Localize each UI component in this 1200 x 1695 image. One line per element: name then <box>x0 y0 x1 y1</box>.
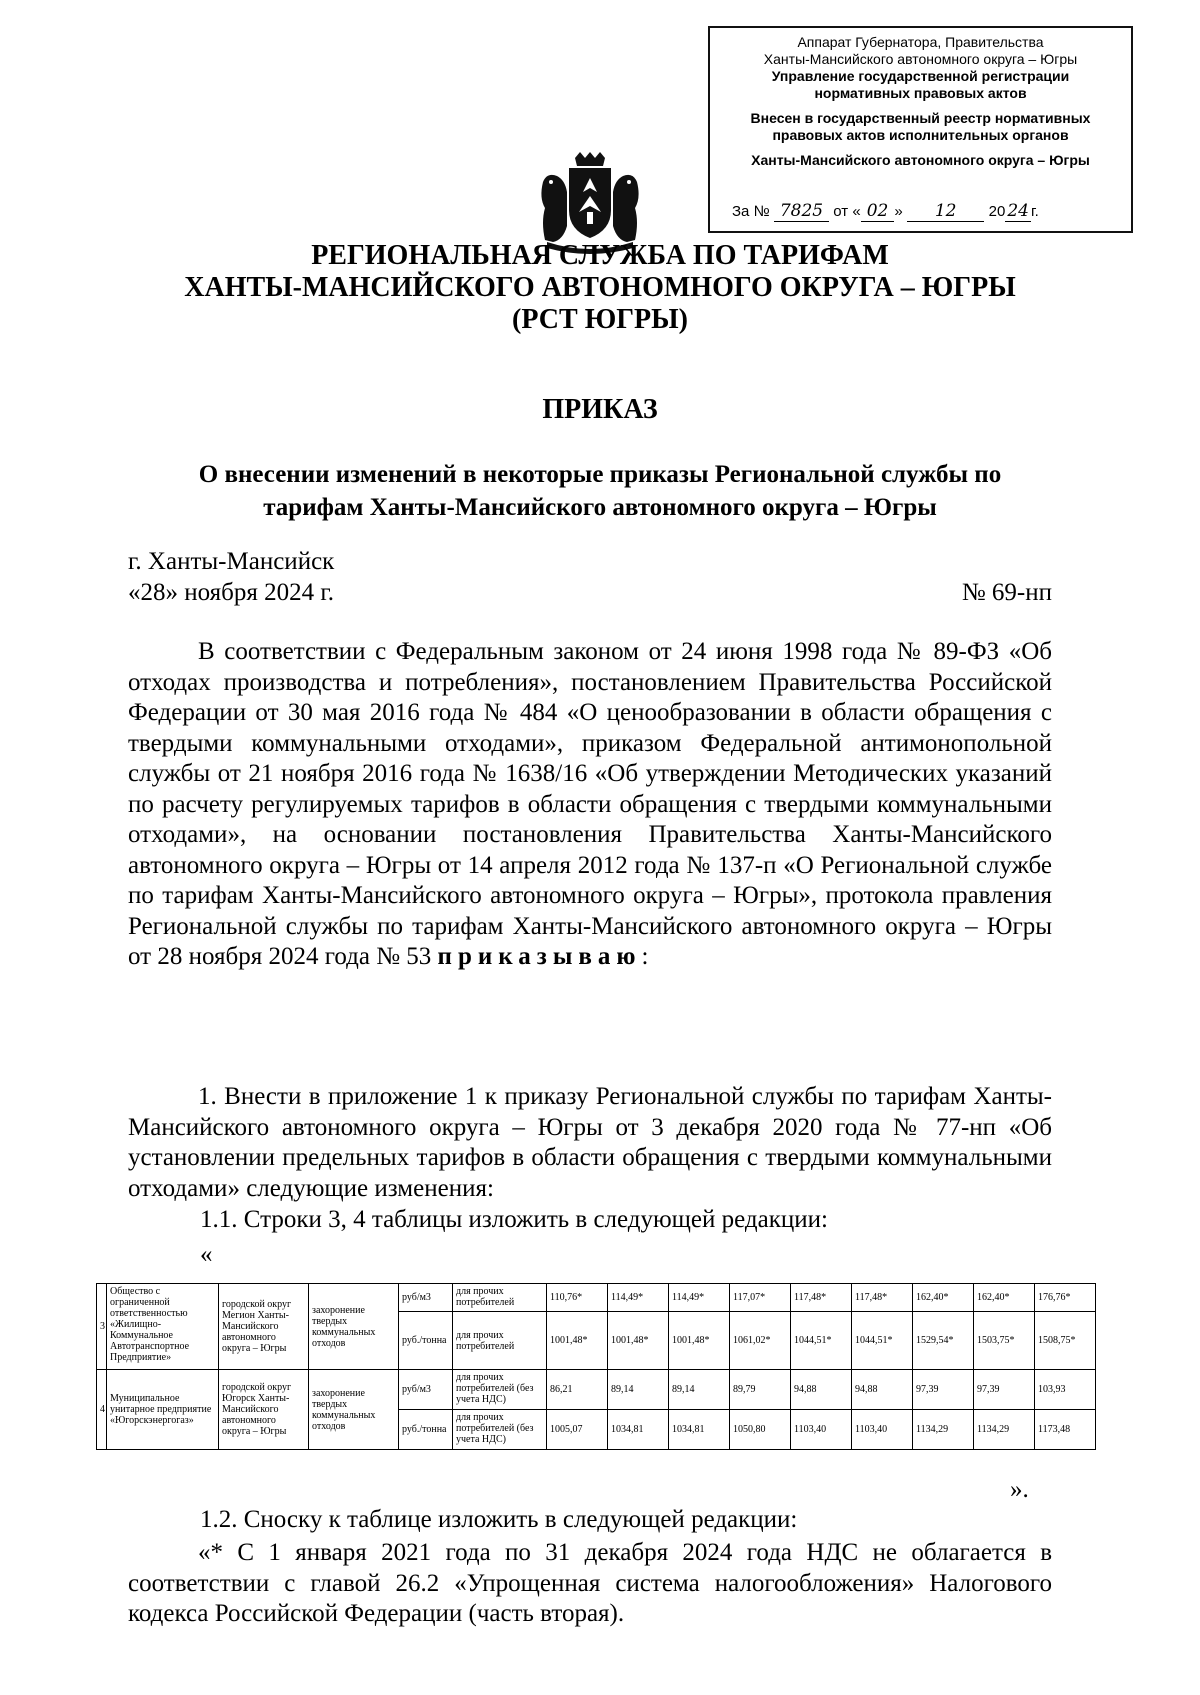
tariff-value: 1001,48* <box>608 1312 669 1370</box>
subject-line: О внесении изменений в некоторые приказы Региональной службы по <box>198 461 1002 488</box>
table-row <box>97 1370 1096 1410</box>
tariff-value: 114,49* <box>669 1284 730 1312</box>
reg-suffix: г. <box>1030 203 1039 220</box>
item-1-text: 1. Внести в приложение 1 к приказу Региональной службы по тарифам Ханты-Мансийского автономного округа – Югры от 3 декабря 2020 года № 77-нп «Об установлении предельных тарифов в области обращения с твердыми коммунальными отходами» следующие изменения: <box>128 1083 1052 1202</box>
document-city: г. Ханты-Мансийск <box>128 548 335 575</box>
unit-cell: руб./тонна <box>399 1312 453 1370</box>
tariff-value: 117,07* <box>730 1284 791 1312</box>
unit-cell: руб./тонна <box>399 1410 453 1450</box>
tariff-value: 162,40* <box>913 1284 974 1312</box>
tariff-value: 1044,51* <box>791 1312 852 1370</box>
tariff-value: 97,39 <box>974 1370 1035 1410</box>
organization-name-line-3: (РСТ ЮГРЫ) <box>512 304 688 335</box>
tariff-value: 1134,29 <box>913 1410 974 1450</box>
item-1-2-text: 1.2. Сноску к таблице изложить в следующей редакции: <box>200 1506 798 1533</box>
stamp-line: Внесен в государственный реестр нормативных <box>750 110 1091 126</box>
document-date: «28» ноября 2024 г. <box>128 579 335 606</box>
tariff-value: 89,14 <box>669 1370 730 1410</box>
tariff-value: 1173,48 <box>1035 1410 1096 1450</box>
preamble-paragraph <box>128 637 1052 973</box>
tariff-value: 117,48* <box>791 1284 852 1312</box>
reg-number: 7825 <box>774 201 829 222</box>
tariff-value: 89,14 <box>608 1370 669 1410</box>
organization-name-line-1: РЕГИОНАЛЬНАЯ СЛУЖБА ПО ТАРИФАМ <box>311 240 889 271</box>
reg-from: от « <box>833 203 861 220</box>
tariff-value: 1001,48* <box>547 1312 608 1370</box>
reg-year-prefix: 20 <box>988 203 1006 220</box>
consumer-cell: для прочих потребителей (без учета НДС) <box>453 1410 547 1450</box>
tariff-value: 1134,29 <box>974 1410 1035 1450</box>
tariff-value: 1529,54* <box>913 1312 974 1370</box>
document-subject <box>80 458 1120 524</box>
tariff-value: 97,39 <box>913 1370 974 1410</box>
tariff-value: 89,79 <box>730 1370 791 1410</box>
order-colon: : <box>641 943 649 970</box>
tariff-value: 1103,40 <box>791 1410 852 1450</box>
activity-cell: захоронение твердых коммунальных отходов <box>309 1370 399 1450</box>
row-number: 4 <box>97 1370 107 1450</box>
stamp-line: Ханты-Мансийского автономного округа – Югры <box>751 152 1090 168</box>
consumer-cell: для прочих потребителей (без учета НДС) <box>453 1370 547 1410</box>
tariff-value: 1001,48* <box>669 1312 730 1370</box>
tariff-value: 103,93 <box>1035 1370 1096 1410</box>
stamp-line: Управление государственной регистрации <box>771 68 1070 84</box>
tariff-value: 94,88 <box>791 1370 852 1410</box>
row-number: 3 <box>97 1284 107 1370</box>
reg-year: 24 <box>1007 201 1029 221</box>
tariff-value: 1044,51* <box>852 1312 913 1370</box>
stamp-line: Аппарат Губернатора, Правительства <box>797 34 1044 50</box>
tariff-value: 1103,40 <box>852 1410 913 1450</box>
tariff-value: 1034,81 <box>669 1410 730 1450</box>
organization-cell: Муниципальное унитарное предприятие «Югорскэнергогаз» <box>107 1370 219 1450</box>
preamble-text: В соответствии с Федеральным законом от 24 июня 1998 года № 89-ФЗ «Об отходах производства и потребления», постановлением Правительства Российской Федерации от 30 мая 2016 года № 484 «О ценообразовании в области обращения с твердыми коммунальными отходами», приказом Федеральной антимонопольной службы от 21 ноября 2016 года № 1638/16 «Об утверждении Методических указаний по расчету регулируемых тарифов в области обращения с твердыми коммунальными отходами», на основании постановления Правительства Ханты-Мансийского автономного округа – Югры от 14 апреля 2012 года № 137-п «О Региональной службе по тарифам Ханты-Мансийского автономного округа – Югры», протокола правления Региональной службы по тарифам Ханты-Мансийского автономного округа – Югры от 28 ноября 2024 года № 53 <box>128 638 1052 970</box>
footnote-text: «* С 1 января 2021 года по 31 декабря 2024 года НДС не облагается в соответствии с главой 26.2 «Упрощенная система налогообложения» Налогового кодекса Российской Федерации (часть вторая). <box>128 1539 1052 1627</box>
reg-day: 02 <box>861 201 895 222</box>
tariff-value: 162,40* <box>974 1284 1035 1312</box>
quote-close: ». <box>1010 1476 1029 1503</box>
item-1-paragraph <box>128 1082 1052 1204</box>
reg-prefix: За № <box>732 203 770 220</box>
reg-month: 12 <box>907 201 985 222</box>
tariff-value: 1508,75* <box>1035 1312 1096 1370</box>
document-number: № 69-нп <box>961 579 1052 606</box>
tariff-value: 114,49* <box>608 1284 669 1312</box>
stamp-line: правовых актов исполнительных органов <box>772 127 1069 143</box>
unit-cell: руб/м3 <box>399 1284 453 1312</box>
order-word: приказываю <box>437 943 642 970</box>
tariff-value: 1061,02* <box>730 1312 791 1370</box>
activity-cell: захоронение твердых коммунальных отходов <box>309 1284 399 1370</box>
item-1-1-text: 1.1. Строки 3, 4 таблицы изложить в следующей редакции: <box>200 1206 828 1233</box>
territory-cell: городской округ Мегион Ханты-Мансийского автономного округа – Югры <box>219 1284 309 1370</box>
stamp-line: нормативных правовых актов <box>814 85 1027 101</box>
tariff-value: 1005,07 <box>547 1410 608 1450</box>
tariff-value: 86,21 <box>547 1370 608 1410</box>
reg-quote: » <box>894 203 903 220</box>
tariff-value: 94,88 <box>852 1370 913 1410</box>
tariff-table <box>96 1283 1096 1450</box>
tariff-value: 1050,80 <box>730 1410 791 1450</box>
table-row <box>97 1284 1096 1312</box>
consumer-cell: для прочих потребителей <box>453 1312 547 1370</box>
footnote-paragraph <box>128 1538 1052 1630</box>
stamp-registration-line <box>732 203 1122 220</box>
subject-line: тарифам Ханты-Мансийского автономного округа – Югры <box>263 494 937 521</box>
organization-name-line-2: ХАНТЫ-МАНСИЙСКОГО АВТОНОМНОГО ОКРУГА – ЮГРЫ <box>184 272 1016 303</box>
territory-cell: городской округ Югорск Ханты-Мансийского автономного округа – Югры <box>219 1370 309 1450</box>
organization-cell: Общество с ограниченной ответственностью «Жилищно-Коммунальное Автотранспортное Предприятие» <box>107 1284 219 1370</box>
stamp-line: Ханты-Мансийского автономного округа – Югры <box>763 51 1078 67</box>
quote-open: « <box>200 1241 213 1268</box>
tariff-value: 117,48* <box>852 1284 913 1312</box>
tariff-value: 176,76* <box>1035 1284 1096 1312</box>
document-type: ПРИКАЗ <box>542 394 658 425</box>
registration-stamp <box>708 26 1133 233</box>
consumer-cell: для прочих потребителей <box>453 1284 547 1312</box>
unit-cell: руб/м3 <box>399 1370 453 1410</box>
tariff-value: 1503,75* <box>974 1312 1035 1370</box>
tariff-value: 1034,81 <box>608 1410 669 1450</box>
tariff-value: 110,76* <box>547 1284 608 1312</box>
